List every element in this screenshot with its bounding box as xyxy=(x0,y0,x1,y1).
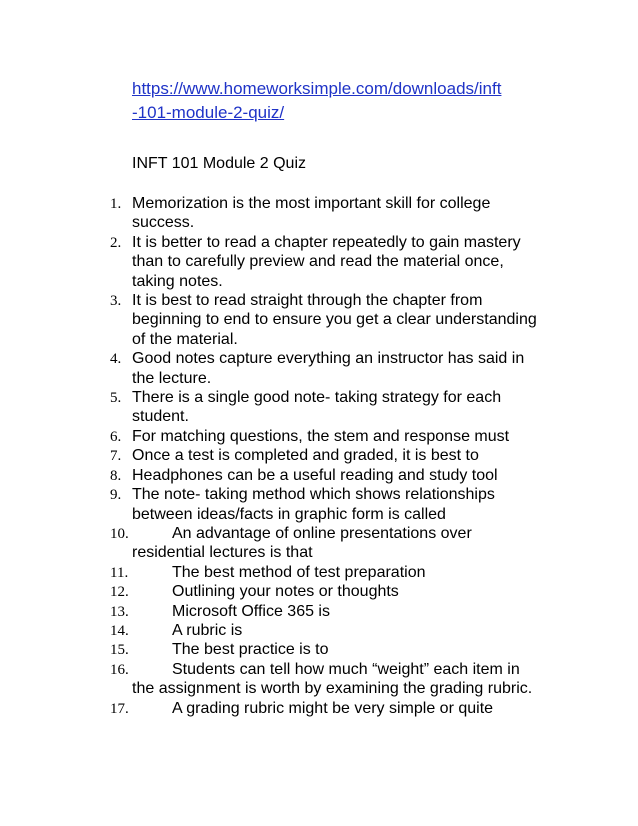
question-text: Headphones can be a useful reading and study tool xyxy=(132,466,498,484)
question-number: 17. xyxy=(110,700,129,717)
question-item xyxy=(0,466,638,485)
question-number: 1. xyxy=(110,196,122,212)
source-link[interactable] xyxy=(132,77,562,125)
question-number: 5. xyxy=(110,390,122,407)
question-text: Outlining your notes or thoughts xyxy=(172,583,399,601)
question-item xyxy=(0,602,638,621)
question-number: 7. xyxy=(110,448,122,465)
question-number: 10. xyxy=(110,525,129,542)
question-number: 3. xyxy=(110,293,122,310)
question-item xyxy=(0,427,638,446)
question-text: There is a single good note- taking strategy for each student. xyxy=(132,389,506,426)
question-number: 6. xyxy=(110,428,122,445)
question-item xyxy=(0,291,638,349)
question-text: It is better to read a chapter repeatedly to gain mastery than to carefully preview and read the material once, taking notes. xyxy=(132,233,526,290)
question-item xyxy=(0,640,638,659)
question-item xyxy=(0,582,638,601)
question-item xyxy=(0,388,638,427)
question-number: 13. xyxy=(110,603,129,620)
question-number: 15. xyxy=(110,642,129,659)
question-item xyxy=(0,699,638,718)
question-text: The best practice is to xyxy=(172,641,329,659)
question-text: Microsoft Office 365 is xyxy=(172,602,330,620)
question-text: Good notes capture everything an instructor has said in the lecture. xyxy=(132,350,529,387)
question-text: Students can tell how much “weight” each item in the assignment is worth by examining the grading rubric. xyxy=(132,660,533,698)
question-item xyxy=(0,233,638,291)
link-line-1[interactable]: https://www.homeworksimple.com/downloads/inft xyxy=(132,79,502,98)
question-number: 14. xyxy=(110,622,129,639)
question-item xyxy=(0,524,638,563)
question-number: 9. xyxy=(110,487,122,504)
question-item xyxy=(0,485,638,524)
question-text: Memorization is the most important skill for college success. xyxy=(132,195,495,232)
link-line-2[interactable]: -101-module-2-quiz/ xyxy=(132,103,285,122)
question-number: 12. xyxy=(110,584,129,601)
question-text: A rubric is xyxy=(172,621,243,639)
question-text: Once a test is completed and graded, it is best to xyxy=(132,447,479,465)
question-number: 2. xyxy=(110,234,122,251)
question-number: 8. xyxy=(110,467,122,484)
question-text: For matching questions, the stem and response must xyxy=(132,427,510,445)
question-item xyxy=(0,621,638,640)
question-number: 16. xyxy=(110,661,129,678)
question-item xyxy=(0,446,638,465)
document-title: INFT 101 Module 2 Quiz xyxy=(132,155,307,172)
question-item xyxy=(0,563,638,582)
question-text: It is best to read straight through the chapter from beginning to end to ensure you get a clear understanding of the material. xyxy=(132,292,542,348)
question-text: A grading rubric might be very simple or quite xyxy=(172,699,494,717)
question-item xyxy=(0,349,638,388)
question-text: An advantage of online presentations over residential lectures is that xyxy=(132,524,477,562)
question-number: 4. xyxy=(110,351,122,368)
question-list xyxy=(0,194,638,718)
question-number: 11. xyxy=(110,564,129,581)
question-text: The best method of test preparation xyxy=(172,563,426,581)
question-item xyxy=(0,660,638,699)
question-item xyxy=(0,194,638,233)
question-text: The note- taking method which shows relationships between ideas/facts in graphic form is called xyxy=(132,486,500,523)
